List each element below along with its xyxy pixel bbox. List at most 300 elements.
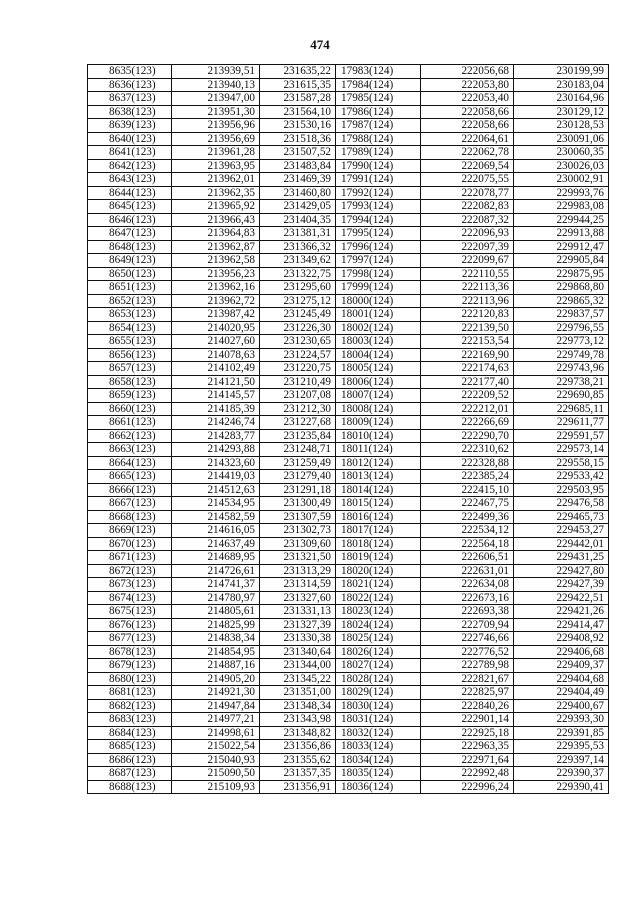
table-row xyxy=(88,227,609,241)
point-id-a-cell: 8679(123) xyxy=(88,659,172,673)
table-row xyxy=(88,740,609,754)
point-id-a-cell: 8659(123) xyxy=(88,389,172,403)
point-id-a-cell: 8644(123) xyxy=(88,186,172,200)
coordinates-table xyxy=(87,64,609,794)
point-id-a-cell: 8667(123) xyxy=(88,497,172,511)
x-coordinate-b-cell: 222789,98 xyxy=(421,659,514,673)
x-coordinate-a-cell: 213964,83 xyxy=(172,227,260,241)
y-coordinate-b-cell: 229427,39 xyxy=(514,578,609,592)
x-coordinate-b-cell: 222564,18 xyxy=(421,537,514,551)
point-id-b-cell: 17985(124) xyxy=(336,92,421,106)
point-id-a-cell: 8639(123) xyxy=(88,119,172,133)
y-coordinate-a-cell: 231348,34 xyxy=(260,699,336,713)
point-id-b-cell: 17984(124) xyxy=(336,78,421,92)
x-coordinate-b-cell: 222069,54 xyxy=(421,159,514,173)
x-coordinate-b-cell: 222062,78 xyxy=(421,146,514,160)
x-coordinate-b-cell: 222963,35 xyxy=(421,740,514,754)
point-id-b-cell: 18025(124) xyxy=(336,632,421,646)
y-coordinate-b-cell: 229465,73 xyxy=(514,510,609,524)
table-row xyxy=(88,578,609,592)
table-row xyxy=(88,497,609,511)
x-coordinate-a-cell: 213962,16 xyxy=(172,281,260,295)
x-coordinate-a-cell: 213956,69 xyxy=(172,132,260,146)
x-coordinate-b-cell: 222925,18 xyxy=(421,726,514,740)
x-coordinate-b-cell: 222746,66 xyxy=(421,632,514,646)
point-id-b-cell: 18019(124) xyxy=(336,551,421,565)
point-id-a-cell: 8673(123) xyxy=(88,578,172,592)
table-row xyxy=(88,524,609,538)
point-id-a-cell: 8686(123) xyxy=(88,753,172,767)
y-coordinate-b-cell: 229773,12 xyxy=(514,335,609,349)
point-id-a-cell: 8680(123) xyxy=(88,672,172,686)
y-coordinate-a-cell: 231343,98 xyxy=(260,713,336,727)
table-row xyxy=(88,294,609,308)
point-id-a-cell: 8684(123) xyxy=(88,726,172,740)
point-id-a-cell: 8678(123) xyxy=(88,645,172,659)
y-coordinate-b-cell: 229453,27 xyxy=(514,524,609,538)
point-id-b-cell: 18012(124) xyxy=(336,456,421,470)
x-coordinate-b-cell: 222120,83 xyxy=(421,308,514,322)
point-id-b-cell: 18030(124) xyxy=(336,699,421,713)
x-coordinate-a-cell: 215022,54 xyxy=(172,740,260,754)
y-coordinate-b-cell: 229533,42 xyxy=(514,470,609,484)
point-id-a-cell: 8675(123) xyxy=(88,605,172,619)
table-row xyxy=(88,362,609,376)
y-coordinate-a-cell: 231381,31 xyxy=(260,227,336,241)
point-id-a-cell: 8669(123) xyxy=(88,524,172,538)
point-id-a-cell: 8687(123) xyxy=(88,767,172,781)
x-coordinate-b-cell: 222467,75 xyxy=(421,497,514,511)
y-coordinate-b-cell: 229414,47 xyxy=(514,618,609,632)
y-coordinate-a-cell: 231635,22 xyxy=(260,65,336,79)
y-coordinate-b-cell: 230129,12 xyxy=(514,105,609,119)
point-id-b-cell: 17998(124) xyxy=(336,267,421,281)
point-id-b-cell: 18008(124) xyxy=(336,402,421,416)
y-coordinate-b-cell: 229404,68 xyxy=(514,672,609,686)
y-coordinate-a-cell: 231302,73 xyxy=(260,524,336,538)
x-coordinate-a-cell: 214323,60 xyxy=(172,456,260,470)
y-coordinate-a-cell: 231327,39 xyxy=(260,618,336,632)
point-id-a-cell: 8649(123) xyxy=(88,254,172,268)
point-id-a-cell: 8662(123) xyxy=(88,429,172,443)
y-coordinate-a-cell: 231404,35 xyxy=(260,213,336,227)
point-id-a-cell: 8646(123) xyxy=(88,213,172,227)
x-coordinate-a-cell: 213963,95 xyxy=(172,159,260,173)
point-id-b-cell: 18035(124) xyxy=(336,767,421,781)
x-coordinate-a-cell: 214637,49 xyxy=(172,537,260,551)
x-coordinate-b-cell: 222840,26 xyxy=(421,699,514,713)
point-id-a-cell: 8660(123) xyxy=(88,402,172,416)
y-coordinate-b-cell: 229391,85 xyxy=(514,726,609,740)
x-coordinate-a-cell: 214805,61 xyxy=(172,605,260,619)
y-coordinate-a-cell: 231295,60 xyxy=(260,281,336,295)
y-coordinate-a-cell: 231235,84 xyxy=(260,429,336,443)
y-coordinate-a-cell: 231615,35 xyxy=(260,78,336,92)
point-id-b-cell: 18006(124) xyxy=(336,375,421,389)
x-coordinate-b-cell: 222992,48 xyxy=(421,767,514,781)
x-coordinate-a-cell: 214689,95 xyxy=(172,551,260,565)
x-coordinate-a-cell: 214582,59 xyxy=(172,510,260,524)
point-id-a-cell: 8636(123) xyxy=(88,78,172,92)
x-coordinate-b-cell: 222078,77 xyxy=(421,186,514,200)
y-coordinate-a-cell: 231345,22 xyxy=(260,672,336,686)
x-coordinate-b-cell: 222053,80 xyxy=(421,78,514,92)
y-coordinate-a-cell: 231357,35 xyxy=(260,767,336,781)
point-id-b-cell: 18007(124) xyxy=(336,389,421,403)
point-id-b-cell: 18029(124) xyxy=(336,686,421,700)
y-coordinate-b-cell: 229875,95 xyxy=(514,267,609,281)
x-coordinate-a-cell: 213962,35 xyxy=(172,186,260,200)
y-coordinate-b-cell: 229591,57 xyxy=(514,429,609,443)
x-coordinate-a-cell: 214780,97 xyxy=(172,591,260,605)
point-id-b-cell: 18005(124) xyxy=(336,362,421,376)
y-coordinate-b-cell: 229738,21 xyxy=(514,375,609,389)
x-coordinate-b-cell: 222082,83 xyxy=(421,200,514,214)
table-row xyxy=(88,321,609,335)
x-coordinate-b-cell: 222113,36 xyxy=(421,281,514,295)
y-coordinate-b-cell: 229421,26 xyxy=(514,605,609,619)
point-id-b-cell: 18003(124) xyxy=(336,335,421,349)
table-row xyxy=(88,186,609,200)
point-id-a-cell: 8665(123) xyxy=(88,470,172,484)
y-coordinate-b-cell: 229422,51 xyxy=(514,591,609,605)
x-coordinate-a-cell: 214078,63 xyxy=(172,348,260,362)
table-row xyxy=(88,105,609,119)
x-coordinate-a-cell: 213962,87 xyxy=(172,240,260,254)
point-id-b-cell: 17986(124) xyxy=(336,105,421,119)
point-id-b-cell: 18024(124) xyxy=(336,618,421,632)
x-coordinate-a-cell: 214512,63 xyxy=(172,483,260,497)
y-coordinate-a-cell: 231518,36 xyxy=(260,132,336,146)
table-row xyxy=(88,281,609,295)
table-row xyxy=(88,429,609,443)
x-coordinate-b-cell: 222266,69 xyxy=(421,416,514,430)
y-coordinate-b-cell: 229837,57 xyxy=(514,308,609,322)
point-id-a-cell: 8672(123) xyxy=(88,564,172,578)
y-coordinate-b-cell: 230060,35 xyxy=(514,146,609,160)
x-coordinate-b-cell: 222097,39 xyxy=(421,240,514,254)
y-coordinate-b-cell: 229868,80 xyxy=(514,281,609,295)
y-coordinate-b-cell: 229390,41 xyxy=(514,780,609,794)
y-coordinate-a-cell: 231483,84 xyxy=(260,159,336,173)
table-row xyxy=(88,618,609,632)
y-coordinate-a-cell: 231340,64 xyxy=(260,645,336,659)
x-coordinate-b-cell: 222153,54 xyxy=(421,335,514,349)
y-coordinate-a-cell: 231248,71 xyxy=(260,443,336,457)
point-id-a-cell: 8648(123) xyxy=(88,240,172,254)
y-coordinate-a-cell: 231212,30 xyxy=(260,402,336,416)
table-row xyxy=(88,146,609,160)
y-coordinate-a-cell: 231356,91 xyxy=(260,780,336,794)
table-row xyxy=(88,659,609,673)
y-coordinate-b-cell: 229404,49 xyxy=(514,686,609,700)
point-id-b-cell: 18022(124) xyxy=(336,591,421,605)
y-coordinate-a-cell: 231344,00 xyxy=(260,659,336,673)
y-coordinate-b-cell: 229558,15 xyxy=(514,456,609,470)
x-coordinate-a-cell: 213962,01 xyxy=(172,173,260,187)
y-coordinate-a-cell: 231322,75 xyxy=(260,267,336,281)
y-coordinate-b-cell: 229743,96 xyxy=(514,362,609,376)
x-coordinate-a-cell: 214741,37 xyxy=(172,578,260,592)
point-id-b-cell: 17996(124) xyxy=(336,240,421,254)
point-id-b-cell: 18001(124) xyxy=(336,308,421,322)
table-row xyxy=(88,389,609,403)
table-row xyxy=(88,767,609,781)
x-coordinate-a-cell: 214419,03 xyxy=(172,470,260,484)
y-coordinate-b-cell: 229400,67 xyxy=(514,699,609,713)
x-coordinate-a-cell: 214102,49 xyxy=(172,362,260,376)
y-coordinate-b-cell: 229749,78 xyxy=(514,348,609,362)
point-id-b-cell: 18034(124) xyxy=(336,753,421,767)
point-id-b-cell: 17990(124) xyxy=(336,159,421,173)
y-coordinate-b-cell: 229431,25 xyxy=(514,551,609,565)
point-id-b-cell: 18036(124) xyxy=(336,780,421,794)
x-coordinate-a-cell: 215090,50 xyxy=(172,767,260,781)
point-id-a-cell: 8685(123) xyxy=(88,740,172,754)
point-id-b-cell: 18021(124) xyxy=(336,578,421,592)
x-coordinate-b-cell: 222139,50 xyxy=(421,321,514,335)
y-coordinate-b-cell: 230002,91 xyxy=(514,173,609,187)
point-id-b-cell: 18027(124) xyxy=(336,659,421,673)
table-row xyxy=(88,254,609,268)
x-coordinate-a-cell: 213961,28 xyxy=(172,146,260,160)
x-coordinate-a-cell: 214887,16 xyxy=(172,659,260,673)
x-coordinate-a-cell: 214293,88 xyxy=(172,443,260,457)
y-coordinate-b-cell: 229408,92 xyxy=(514,632,609,646)
table-row xyxy=(88,551,609,565)
point-id-a-cell: 8670(123) xyxy=(88,537,172,551)
point-id-a-cell: 8666(123) xyxy=(88,483,172,497)
x-coordinate-a-cell: 214998,61 xyxy=(172,726,260,740)
x-coordinate-b-cell: 222415,10 xyxy=(421,483,514,497)
point-id-a-cell: 8653(123) xyxy=(88,308,172,322)
table-row xyxy=(88,416,609,430)
x-coordinate-a-cell: 213956,23 xyxy=(172,267,260,281)
point-id-b-cell: 18013(124) xyxy=(336,470,421,484)
x-coordinate-b-cell: 222064,61 xyxy=(421,132,514,146)
point-id-a-cell: 8688(123) xyxy=(88,780,172,794)
x-coordinate-a-cell: 214145,57 xyxy=(172,389,260,403)
point-id-a-cell: 8652(123) xyxy=(88,294,172,308)
y-coordinate-a-cell: 231356,86 xyxy=(260,740,336,754)
y-coordinate-b-cell: 229397,14 xyxy=(514,753,609,767)
point-id-b-cell: 18009(124) xyxy=(336,416,421,430)
y-coordinate-a-cell: 231230,65 xyxy=(260,335,336,349)
point-id-b-cell: 17997(124) xyxy=(336,254,421,268)
table-row xyxy=(88,267,609,281)
y-coordinate-a-cell: 231587,28 xyxy=(260,92,336,106)
y-coordinate-b-cell: 229611,77 xyxy=(514,416,609,430)
y-coordinate-b-cell: 229503,95 xyxy=(514,483,609,497)
y-coordinate-b-cell: 229573,14 xyxy=(514,443,609,457)
table-row xyxy=(88,78,609,92)
table-row xyxy=(88,537,609,551)
x-coordinate-b-cell: 222310,62 xyxy=(421,443,514,457)
point-id-a-cell: 8658(123) xyxy=(88,375,172,389)
y-coordinate-a-cell: 231530,16 xyxy=(260,119,336,133)
table-row xyxy=(88,686,609,700)
point-id-a-cell: 8655(123) xyxy=(88,335,172,349)
table-row xyxy=(88,173,609,187)
point-id-a-cell: 8637(123) xyxy=(88,92,172,106)
point-id-a-cell: 8635(123) xyxy=(88,65,172,79)
x-coordinate-a-cell: 214246,74 xyxy=(172,416,260,430)
table-row xyxy=(88,348,609,362)
x-coordinate-a-cell: 213987,42 xyxy=(172,308,260,322)
point-id-b-cell: 17983(124) xyxy=(336,65,421,79)
point-id-b-cell: 17995(124) xyxy=(336,227,421,241)
table-row xyxy=(88,645,609,659)
x-coordinate-b-cell: 222328,88 xyxy=(421,456,514,470)
table-row xyxy=(88,200,609,214)
x-coordinate-b-cell: 222177,40 xyxy=(421,375,514,389)
y-coordinate-a-cell: 231259,49 xyxy=(260,456,336,470)
point-id-b-cell: 18026(124) xyxy=(336,645,421,659)
y-coordinate-a-cell: 231300,49 xyxy=(260,497,336,511)
x-coordinate-b-cell: 222099,67 xyxy=(421,254,514,268)
x-coordinate-b-cell: 222209,52 xyxy=(421,389,514,403)
y-coordinate-b-cell: 229393,30 xyxy=(514,713,609,727)
x-coordinate-a-cell: 215040,93 xyxy=(172,753,260,767)
y-coordinate-b-cell: 229427,80 xyxy=(514,564,609,578)
y-coordinate-b-cell: 230128,53 xyxy=(514,119,609,133)
x-coordinate-b-cell: 222499,36 xyxy=(421,510,514,524)
table-row xyxy=(88,726,609,740)
table-row xyxy=(88,456,609,470)
x-coordinate-a-cell: 214027,60 xyxy=(172,335,260,349)
point-id-a-cell: 8645(123) xyxy=(88,200,172,214)
point-id-a-cell: 8654(123) xyxy=(88,321,172,335)
table-row xyxy=(88,483,609,497)
x-coordinate-b-cell: 222110,55 xyxy=(421,267,514,281)
x-coordinate-a-cell: 213965,92 xyxy=(172,200,260,214)
x-coordinate-a-cell: 213956,96 xyxy=(172,119,260,133)
x-coordinate-a-cell: 214838,34 xyxy=(172,632,260,646)
table-row xyxy=(88,632,609,646)
y-coordinate-b-cell: 230183,04 xyxy=(514,78,609,92)
y-coordinate-b-cell: 229905,84 xyxy=(514,254,609,268)
x-coordinate-b-cell: 222113,96 xyxy=(421,294,514,308)
point-id-b-cell: 18002(124) xyxy=(336,321,421,335)
y-coordinate-b-cell: 229395,53 xyxy=(514,740,609,754)
x-coordinate-b-cell: 222075,55 xyxy=(421,173,514,187)
x-coordinate-b-cell: 222901,14 xyxy=(421,713,514,727)
point-id-a-cell: 8677(123) xyxy=(88,632,172,646)
point-id-b-cell: 17999(124) xyxy=(336,281,421,295)
point-id-a-cell: 8657(123) xyxy=(88,362,172,376)
x-coordinate-b-cell: 222087,32 xyxy=(421,213,514,227)
x-coordinate-a-cell: 213947,00 xyxy=(172,92,260,106)
x-coordinate-a-cell: 214825,99 xyxy=(172,618,260,632)
x-coordinate-a-cell: 213966,43 xyxy=(172,213,260,227)
point-id-b-cell: 17989(124) xyxy=(336,146,421,160)
table-row xyxy=(88,443,609,457)
table-row xyxy=(88,564,609,578)
y-coordinate-a-cell: 231469,39 xyxy=(260,173,336,187)
y-coordinate-a-cell: 231207,08 xyxy=(260,389,336,403)
y-coordinate-b-cell: 229409,37 xyxy=(514,659,609,673)
x-coordinate-b-cell: 222096,93 xyxy=(421,227,514,241)
x-coordinate-b-cell: 222174,63 xyxy=(421,362,514,376)
x-coordinate-b-cell: 222212,01 xyxy=(421,402,514,416)
point-id-a-cell: 8641(123) xyxy=(88,146,172,160)
y-coordinate-a-cell: 231331,13 xyxy=(260,605,336,619)
point-id-b-cell: 18015(124) xyxy=(336,497,421,511)
x-coordinate-b-cell: 222693,38 xyxy=(421,605,514,619)
y-coordinate-b-cell: 229476,58 xyxy=(514,497,609,511)
table-row xyxy=(88,699,609,713)
x-coordinate-a-cell: 213962,58 xyxy=(172,254,260,268)
point-id-b-cell: 17987(124) xyxy=(336,119,421,133)
page-number: 474 xyxy=(310,37,330,52)
x-coordinate-a-cell: 213940,13 xyxy=(172,78,260,92)
y-coordinate-b-cell: 229796,55 xyxy=(514,321,609,335)
point-id-a-cell: 8668(123) xyxy=(88,510,172,524)
point-id-a-cell: 8651(123) xyxy=(88,281,172,295)
point-id-a-cell: 8674(123) xyxy=(88,591,172,605)
table-row xyxy=(88,375,609,389)
point-id-a-cell: 8640(123) xyxy=(88,132,172,146)
point-id-a-cell: 8647(123) xyxy=(88,227,172,241)
point-id-b-cell: 18014(124) xyxy=(336,483,421,497)
point-id-b-cell: 18011(124) xyxy=(336,443,421,457)
table-row xyxy=(88,672,609,686)
point-id-a-cell: 8656(123) xyxy=(88,348,172,362)
point-id-a-cell: 8638(123) xyxy=(88,105,172,119)
x-coordinate-a-cell: 214854,95 xyxy=(172,645,260,659)
x-coordinate-a-cell: 213951,30 xyxy=(172,105,260,119)
table-row xyxy=(88,92,609,106)
table-row xyxy=(88,240,609,254)
x-coordinate-a-cell: 214905,20 xyxy=(172,672,260,686)
table-row xyxy=(88,308,609,322)
table-row xyxy=(88,65,609,79)
point-id-b-cell: 18017(124) xyxy=(336,524,421,538)
x-coordinate-b-cell: 222996,24 xyxy=(421,780,514,794)
x-coordinate-a-cell: 214283,77 xyxy=(172,429,260,443)
point-id-a-cell: 8663(123) xyxy=(88,443,172,457)
point-id-b-cell: 17992(124) xyxy=(336,186,421,200)
point-id-b-cell: 18018(124) xyxy=(336,537,421,551)
point-id-b-cell: 17991(124) xyxy=(336,173,421,187)
y-coordinate-a-cell: 231227,68 xyxy=(260,416,336,430)
table-row xyxy=(88,780,609,794)
y-coordinate-b-cell: 229944,25 xyxy=(514,213,609,227)
x-coordinate-a-cell: 214020,95 xyxy=(172,321,260,335)
y-coordinate-a-cell: 231429,05 xyxy=(260,200,336,214)
point-id-b-cell: 18010(124) xyxy=(336,429,421,443)
y-coordinate-a-cell: 231348,82 xyxy=(260,726,336,740)
x-coordinate-a-cell: 214185,39 xyxy=(172,402,260,416)
y-coordinate-a-cell: 231460,80 xyxy=(260,186,336,200)
y-coordinate-a-cell: 231321,50 xyxy=(260,551,336,565)
y-coordinate-a-cell: 231291,18 xyxy=(260,483,336,497)
x-coordinate-b-cell: 222053,40 xyxy=(421,92,514,106)
y-coordinate-b-cell: 229390,37 xyxy=(514,767,609,781)
y-coordinate-a-cell: 231349,62 xyxy=(260,254,336,268)
x-coordinate-b-cell: 222821,67 xyxy=(421,672,514,686)
y-coordinate-a-cell: 231355,62 xyxy=(260,753,336,767)
x-coordinate-b-cell: 222971,64 xyxy=(421,753,514,767)
point-id-a-cell: 8682(123) xyxy=(88,699,172,713)
y-coordinate-b-cell: 230199,99 xyxy=(514,65,609,79)
point-id-a-cell: 8671(123) xyxy=(88,551,172,565)
x-coordinate-b-cell: 222534,12 xyxy=(421,524,514,538)
y-coordinate-a-cell: 231327,60 xyxy=(260,591,336,605)
point-id-a-cell: 8683(123) xyxy=(88,713,172,727)
y-coordinate-b-cell: 229983,08 xyxy=(514,200,609,214)
table-row xyxy=(88,753,609,767)
